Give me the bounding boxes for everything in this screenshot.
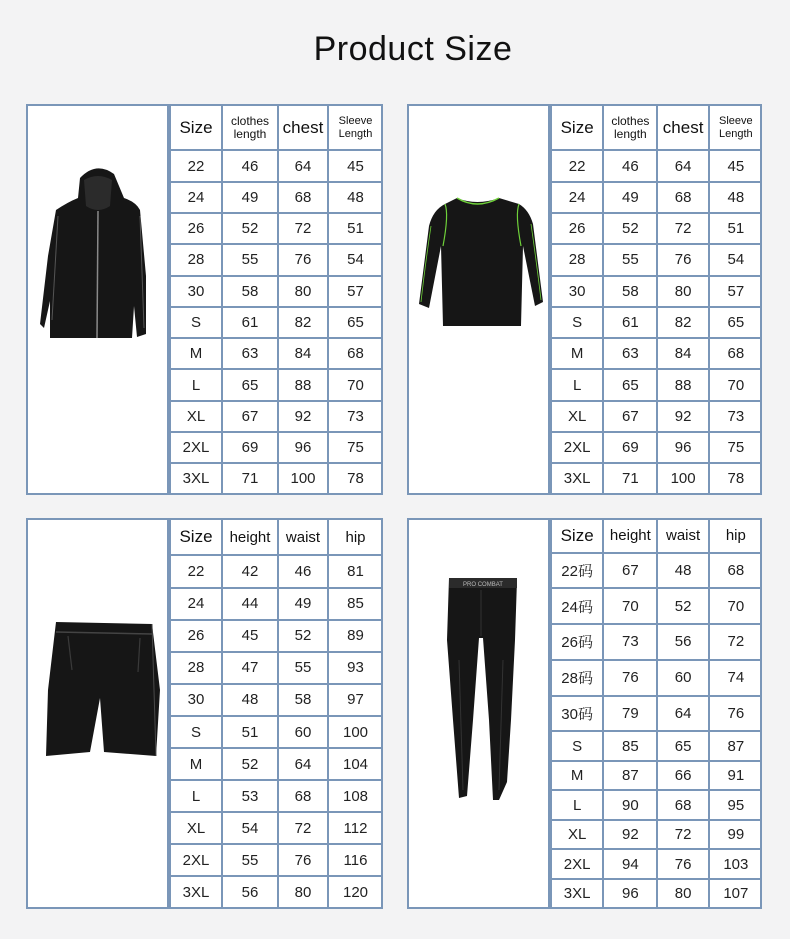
table-row: 22 42 46 81: [170, 555, 382, 587]
jacket-size-table: [169, 106, 382, 493]
table-row: 30 48 58 97: [170, 684, 382, 716]
header-size: Size: [551, 106, 603, 150]
table-row: 3XL 96 80 107: [551, 879, 762, 907]
table-row: S 51 60 100: [170, 716, 382, 748]
table-row: L 90 68 95: [551, 790, 762, 820]
table-row: 30 58 80 57: [551, 276, 762, 307]
table-row: 2XL 69 96 75: [551, 432, 762, 463]
header-size: Size: [551, 520, 603, 553]
jacket-image: [28, 106, 169, 493]
size-panel-shirt: [407, 104, 762, 495]
table-row: 26 45 52 89: [170, 620, 382, 652]
header-sleeve-length: Sleeve Length: [328, 106, 382, 150]
header-sleeve-length: Sleeve Length: [709, 106, 762, 150]
table-row: 24 49 68 48: [170, 182, 382, 213]
table-row: 30码 79 64 76: [551, 696, 762, 732]
table-row: 3XL 71 100 78: [170, 463, 382, 493]
leggings-image: [409, 520, 550, 907]
table-row: L 53 68 108: [170, 780, 382, 812]
header-chest: chest: [657, 106, 708, 150]
header-hip: hip: [709, 520, 762, 553]
header-height: height: [222, 520, 278, 555]
shirt-image: [409, 106, 550, 493]
leggings-size-table: [550, 520, 762, 907]
table-row: 2XL 69 96 75: [170, 432, 382, 463]
table-row: 24 44 49 85: [170, 588, 382, 620]
table-row: M 63 84 68: [170, 338, 382, 369]
table-row: 24 49 68 48: [551, 182, 762, 213]
size-panel-shorts: [26, 518, 383, 909]
table-row: 3XL 56 80 120: [170, 876, 382, 907]
shorts-size-table: [169, 520, 382, 907]
header-chest: chest: [278, 106, 328, 150]
table-row: 22码 67 48 68: [551, 553, 762, 589]
table-row: 3XL 71 100 78: [551, 463, 762, 493]
table-row: M 63 84 68: [551, 338, 762, 369]
table-row: 22 46 64 45: [170, 150, 382, 181]
header-size: Size: [170, 106, 222, 150]
table-row: 2XL 55 76 116: [170, 844, 382, 876]
table-row: XL 54 72 112: [170, 812, 382, 844]
shirt-size-table: [550, 106, 762, 493]
table-row: L 65 88 70: [170, 369, 382, 400]
table-row: 30 58 80 57: [170, 276, 382, 307]
waistband-text: PRO COMBAT: [463, 582, 503, 588]
page-title: Product Size: [313, 30, 513, 68]
shorts-image: [28, 520, 169, 907]
table-row: M 52 64 104: [170, 748, 382, 780]
table-row: S 85 65 87: [551, 731, 762, 761]
size-panel-leggings: [407, 518, 762, 909]
header-size: Size: [170, 520, 222, 555]
table-row: M 87 66 91: [551, 761, 762, 791]
table-row: 2XL 94 76 103: [551, 849, 762, 879]
table-row: S 61 82 65: [170, 307, 382, 338]
table-row: 26 52 72 51: [170, 213, 382, 244]
table-row: XL 67 92 73: [170, 401, 382, 432]
table-row: 28 47 55 93: [170, 652, 382, 684]
table-row: 28 55 76 54: [170, 244, 382, 275]
header-clothes-length: clothes length: [603, 106, 657, 150]
size-panel-jacket: [26, 104, 383, 495]
table-row: 26 52 72 51: [551, 213, 762, 244]
header-hip: hip: [328, 520, 382, 555]
header-clothes-length: clothes length: [222, 106, 278, 150]
table-row: 28码 76 60 74: [551, 660, 762, 696]
table-row: XL 67 92 73: [551, 401, 762, 432]
table-row: L 65 88 70: [551, 369, 762, 400]
table-row: 26码 73 56 72: [551, 624, 762, 660]
table-row: S 61 82 65: [551, 307, 762, 338]
header-height: height: [603, 520, 657, 553]
header-waist: waist: [657, 520, 708, 553]
table-row: 24码 70 52 70: [551, 588, 762, 624]
table-row: 22 46 64 45: [551, 150, 762, 181]
table-row: 28 55 76 54: [551, 244, 762, 275]
header-waist: waist: [278, 520, 328, 555]
table-row: XL 92 72 99: [551, 820, 762, 850]
